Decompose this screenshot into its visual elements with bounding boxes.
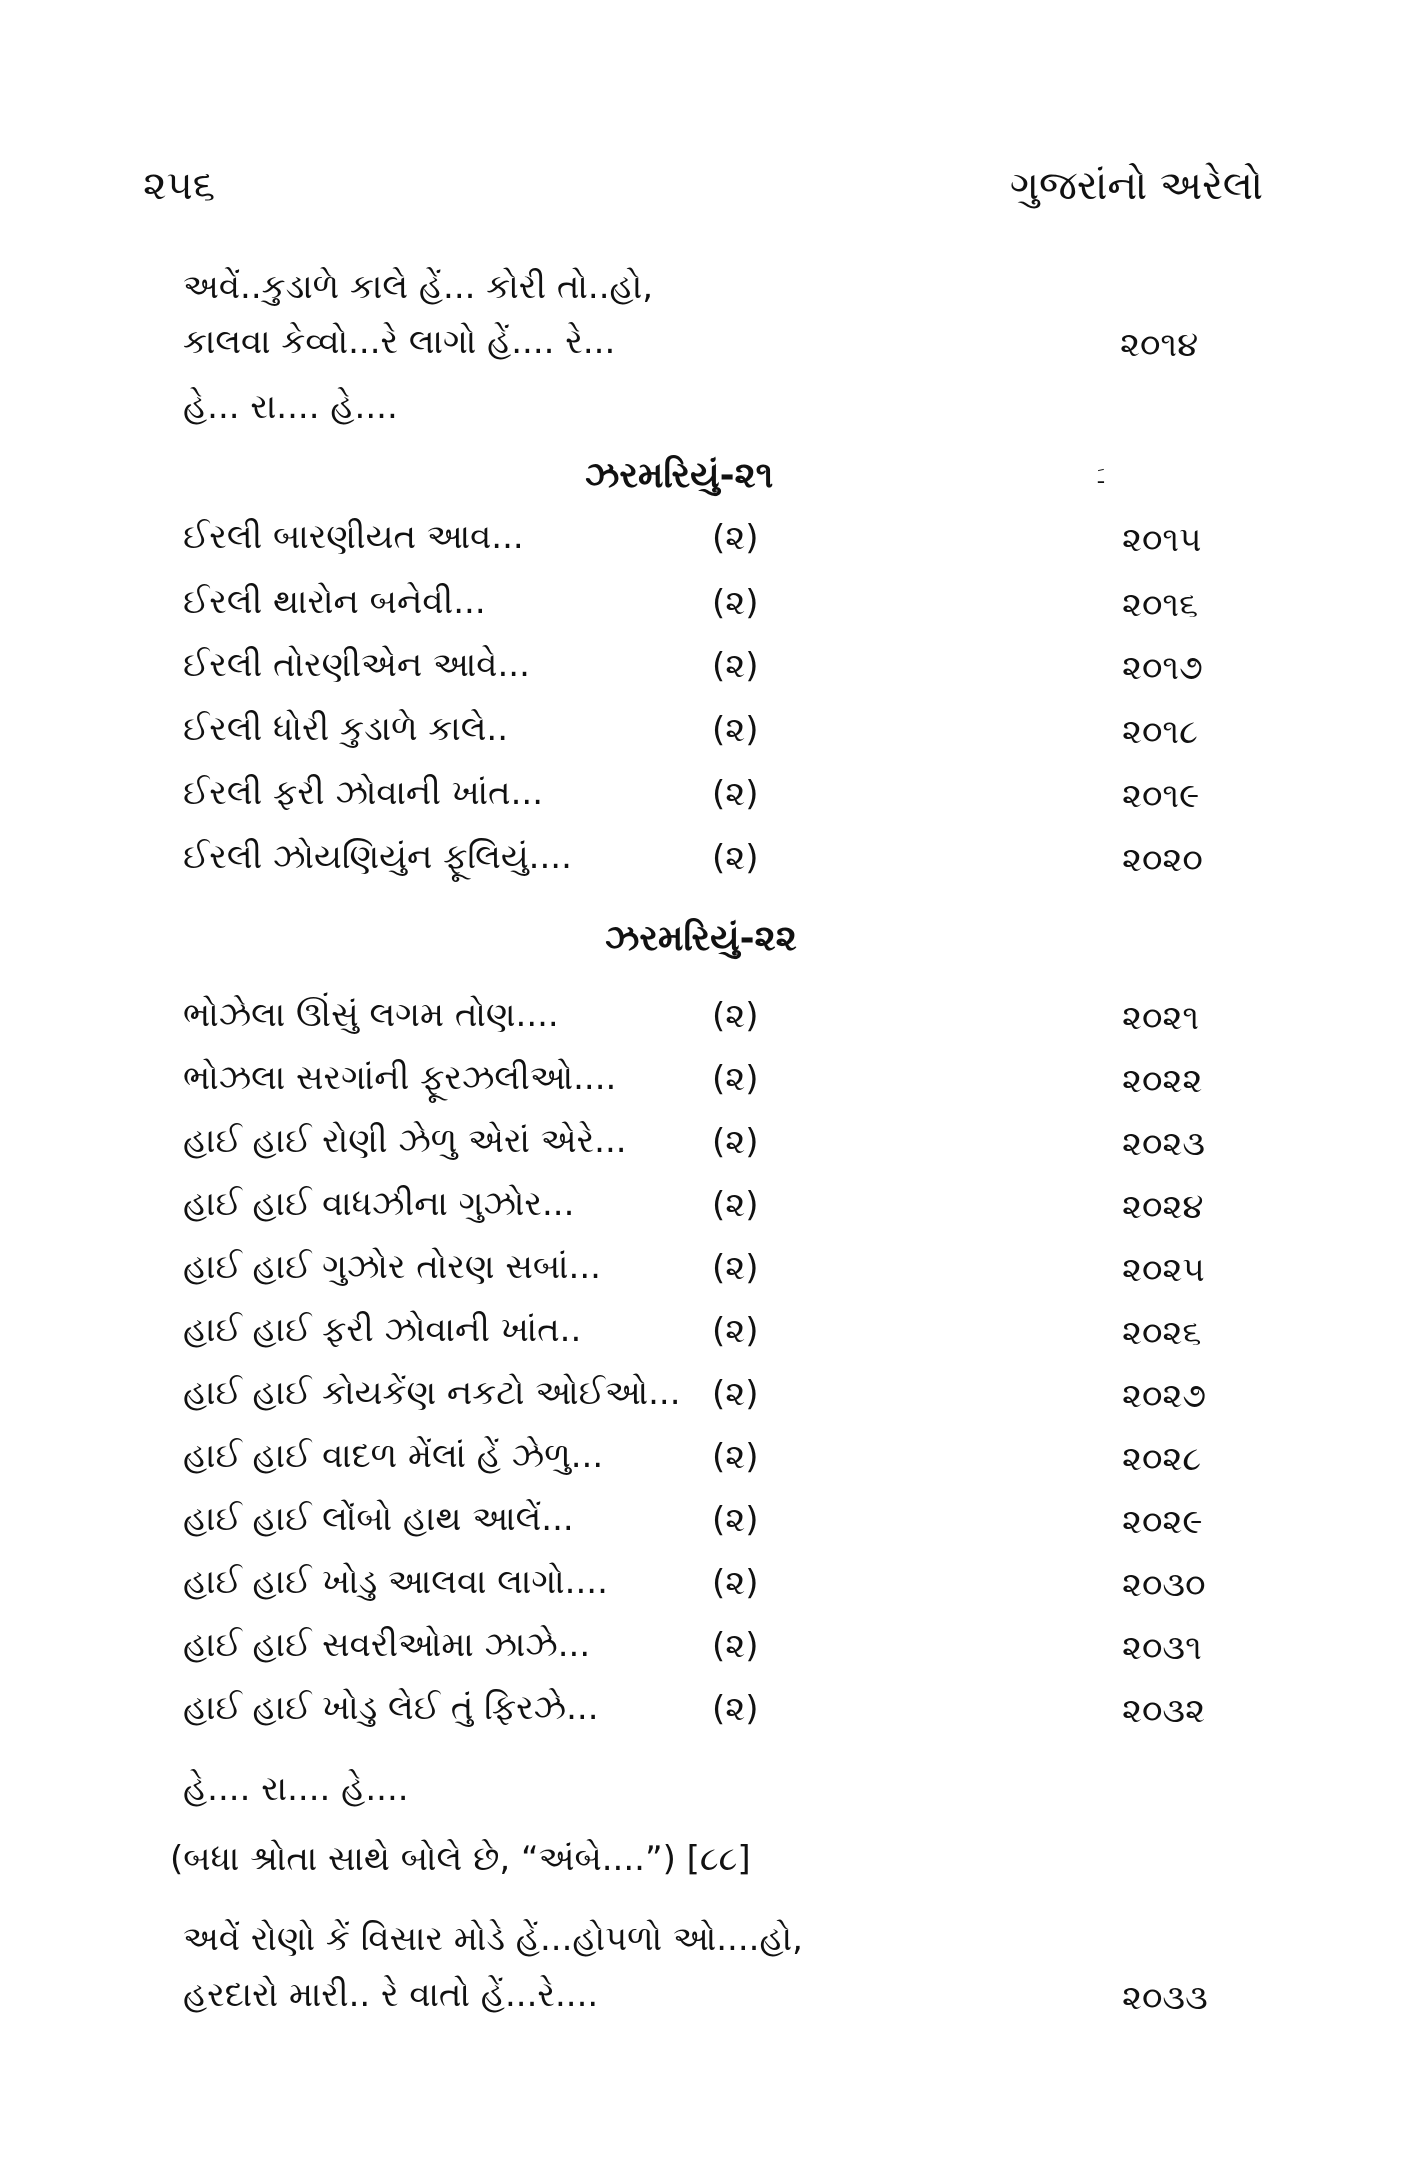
verse-line: ઈરલી બારણીયત આવ...: [183, 517, 524, 557]
running-title: ગુજરાંનો અરેલો: [1009, 163, 1263, 209]
page-number: ૨૫૬: [143, 163, 216, 209]
verse-number: ૨૦૨૮: [1122, 1439, 1202, 1479]
repeat-marker: (૨): [712, 583, 759, 623]
verse-number: ૨૦૧૫: [1122, 520, 1202, 560]
section-heading-21: ઝરમરિયું-૨૧: [585, 455, 774, 496]
margin-mark: ﹷ: [1098, 464, 1104, 488]
repeat-marker: (૨): [712, 646, 759, 686]
verse-line: હાઈ હાઈ લોંબો હાથ આલેં...: [183, 1499, 574, 1539]
verse-line: હે.... રા.... હે....: [183, 1769, 409, 1809]
verse-number: ૨૦૨૫: [1122, 1250, 1205, 1290]
verse-number: ૨૦૧૬: [1122, 585, 1199, 625]
verse-number: ૨૦૨૭: [1122, 1376, 1207, 1416]
repeat-marker: (૨): [712, 1689, 759, 1729]
repeat-marker: (૨): [712, 1500, 759, 1540]
verse-line: હાઈ હાઈ રોણી ઝેળુ એરાં એરે...: [183, 1121, 627, 1161]
verse-line: હાઈ હાઈ વાધઝીના ગુઝોર...: [183, 1184, 575, 1224]
repeat-marker: (૨): [712, 518, 759, 558]
repeat-marker: (૨): [712, 996, 759, 1036]
verse-number: ૨૦૧૭: [1122, 648, 1203, 688]
verse-line: હાઈ હાઈ ખોડુ લેઈ તું ફિરઝે...: [183, 1688, 599, 1728]
verse-number: ૨૦૩૩: [1122, 1978, 1208, 2018]
verse-line: હે... રા.... હે....: [183, 387, 398, 427]
repeat-marker: (૨): [712, 838, 759, 878]
verse-number: ૨૦૨૩: [1122, 1124, 1206, 1164]
verse-line: ઈરલી ધોરી કુડાળે કાલે..: [183, 709, 509, 749]
verse-number: ૨૦૨૬: [1122, 1313, 1202, 1353]
section-heading-22: ઝરમરિયું-૨૨: [605, 918, 797, 959]
verse-line: હાઈ હાઈ સવરીઓમા ઝાઝે...: [183, 1625, 591, 1665]
verse-line: અવેં..કુડાળે કાલે હેં... કોરી તો..હો,: [183, 267, 653, 307]
verse-line: ઈરલી થારોન બનેવી...: [183, 582, 486, 622]
repeat-marker: (૨): [712, 1059, 759, 1099]
verse-line: હાઈ હાઈ ખોડુ આલવા લાગો....: [183, 1562, 608, 1602]
verse-line: ભોઝલા સરગાંની ફૂરઝલીઓ....: [183, 1058, 617, 1098]
verse-number: ૨૦૨૪: [1122, 1187, 1204, 1227]
repeat-marker: (૨): [712, 1122, 759, 1162]
verse-line: હાઈ હાઈ ફરી ઝોવાની ખાંત..: [183, 1310, 582, 1350]
repeat-marker: (૨): [712, 1563, 759, 1603]
verse-number: ૨૦૨૯: [1122, 1502, 1203, 1542]
verse-number: ૨૦૧૪: [1120, 325, 1199, 365]
verse-line: કાલવા કેવ્વો...રે લાગો હેં.... રે...: [183, 322, 616, 362]
verse-number: ૨૦૧૮: [1122, 712, 1198, 752]
verse-line: ઈરલી ઝોયણિયુંન ફૂલિયું....: [183, 837, 572, 877]
repeat-marker: (૨): [712, 1626, 759, 1666]
repeat-marker: (૨): [712, 1311, 759, 1351]
verse-line: અવેં રોણો કેં વિસાર મોડે હેં...હોપળો ઓ....હો,: [183, 1919, 803, 1959]
verse-line: હાઈ હાઈ ગુઝોર તોરણ સબાં...: [183, 1247, 601, 1287]
repeat-marker: (૨): [712, 1248, 759, 1288]
verse-line: હરદારો મારી.. રે વાતો હેં...રે....: [183, 1975, 599, 2015]
verse-number: ૨૦૩૨: [1122, 1691, 1206, 1731]
verse-number: ૨૦૩૧: [1122, 1628, 1202, 1668]
repeat-marker: (૨): [712, 1437, 759, 1477]
repeat-marker: (૨): [712, 710, 759, 750]
repeat-marker: (૨): [712, 774, 759, 814]
verse-number: ૨૦૩૦: [1122, 1565, 1206, 1605]
repeat-marker: (૨): [712, 1374, 759, 1414]
verse-line: હાઈ હાઈ વાદળ મેંલાં હેં ઝેળુ...: [183, 1436, 604, 1476]
verse-number: ૨૦૨૨: [1122, 1061, 1203, 1101]
verse-line: ઈરલી ફરી ઝોવાની ખાંત...: [183, 773, 543, 813]
repeat-marker: (૨): [712, 1185, 759, 1225]
verse-line: ભોઝેલા ઊંસું લગમ તોણ....: [183, 995, 559, 1035]
verse-number: ૨૦૨૧: [1122, 998, 1200, 1038]
verse-number: ૨૦૨૦: [1122, 840, 1203, 880]
verse-number: ૨૦૧૯: [1122, 776, 1200, 816]
audience-note: (બધા શ્રોતા સાથે બોલે છે, “અંબે....”) [૮૮]: [170, 1839, 751, 1879]
verse-line: હાઈ હાઈ કોયકેંણ નકટો ઓઈઓ...: [183, 1373, 681, 1413]
verse-line: ઈરલી તોરણીએન આવે...: [183, 645, 530, 685]
